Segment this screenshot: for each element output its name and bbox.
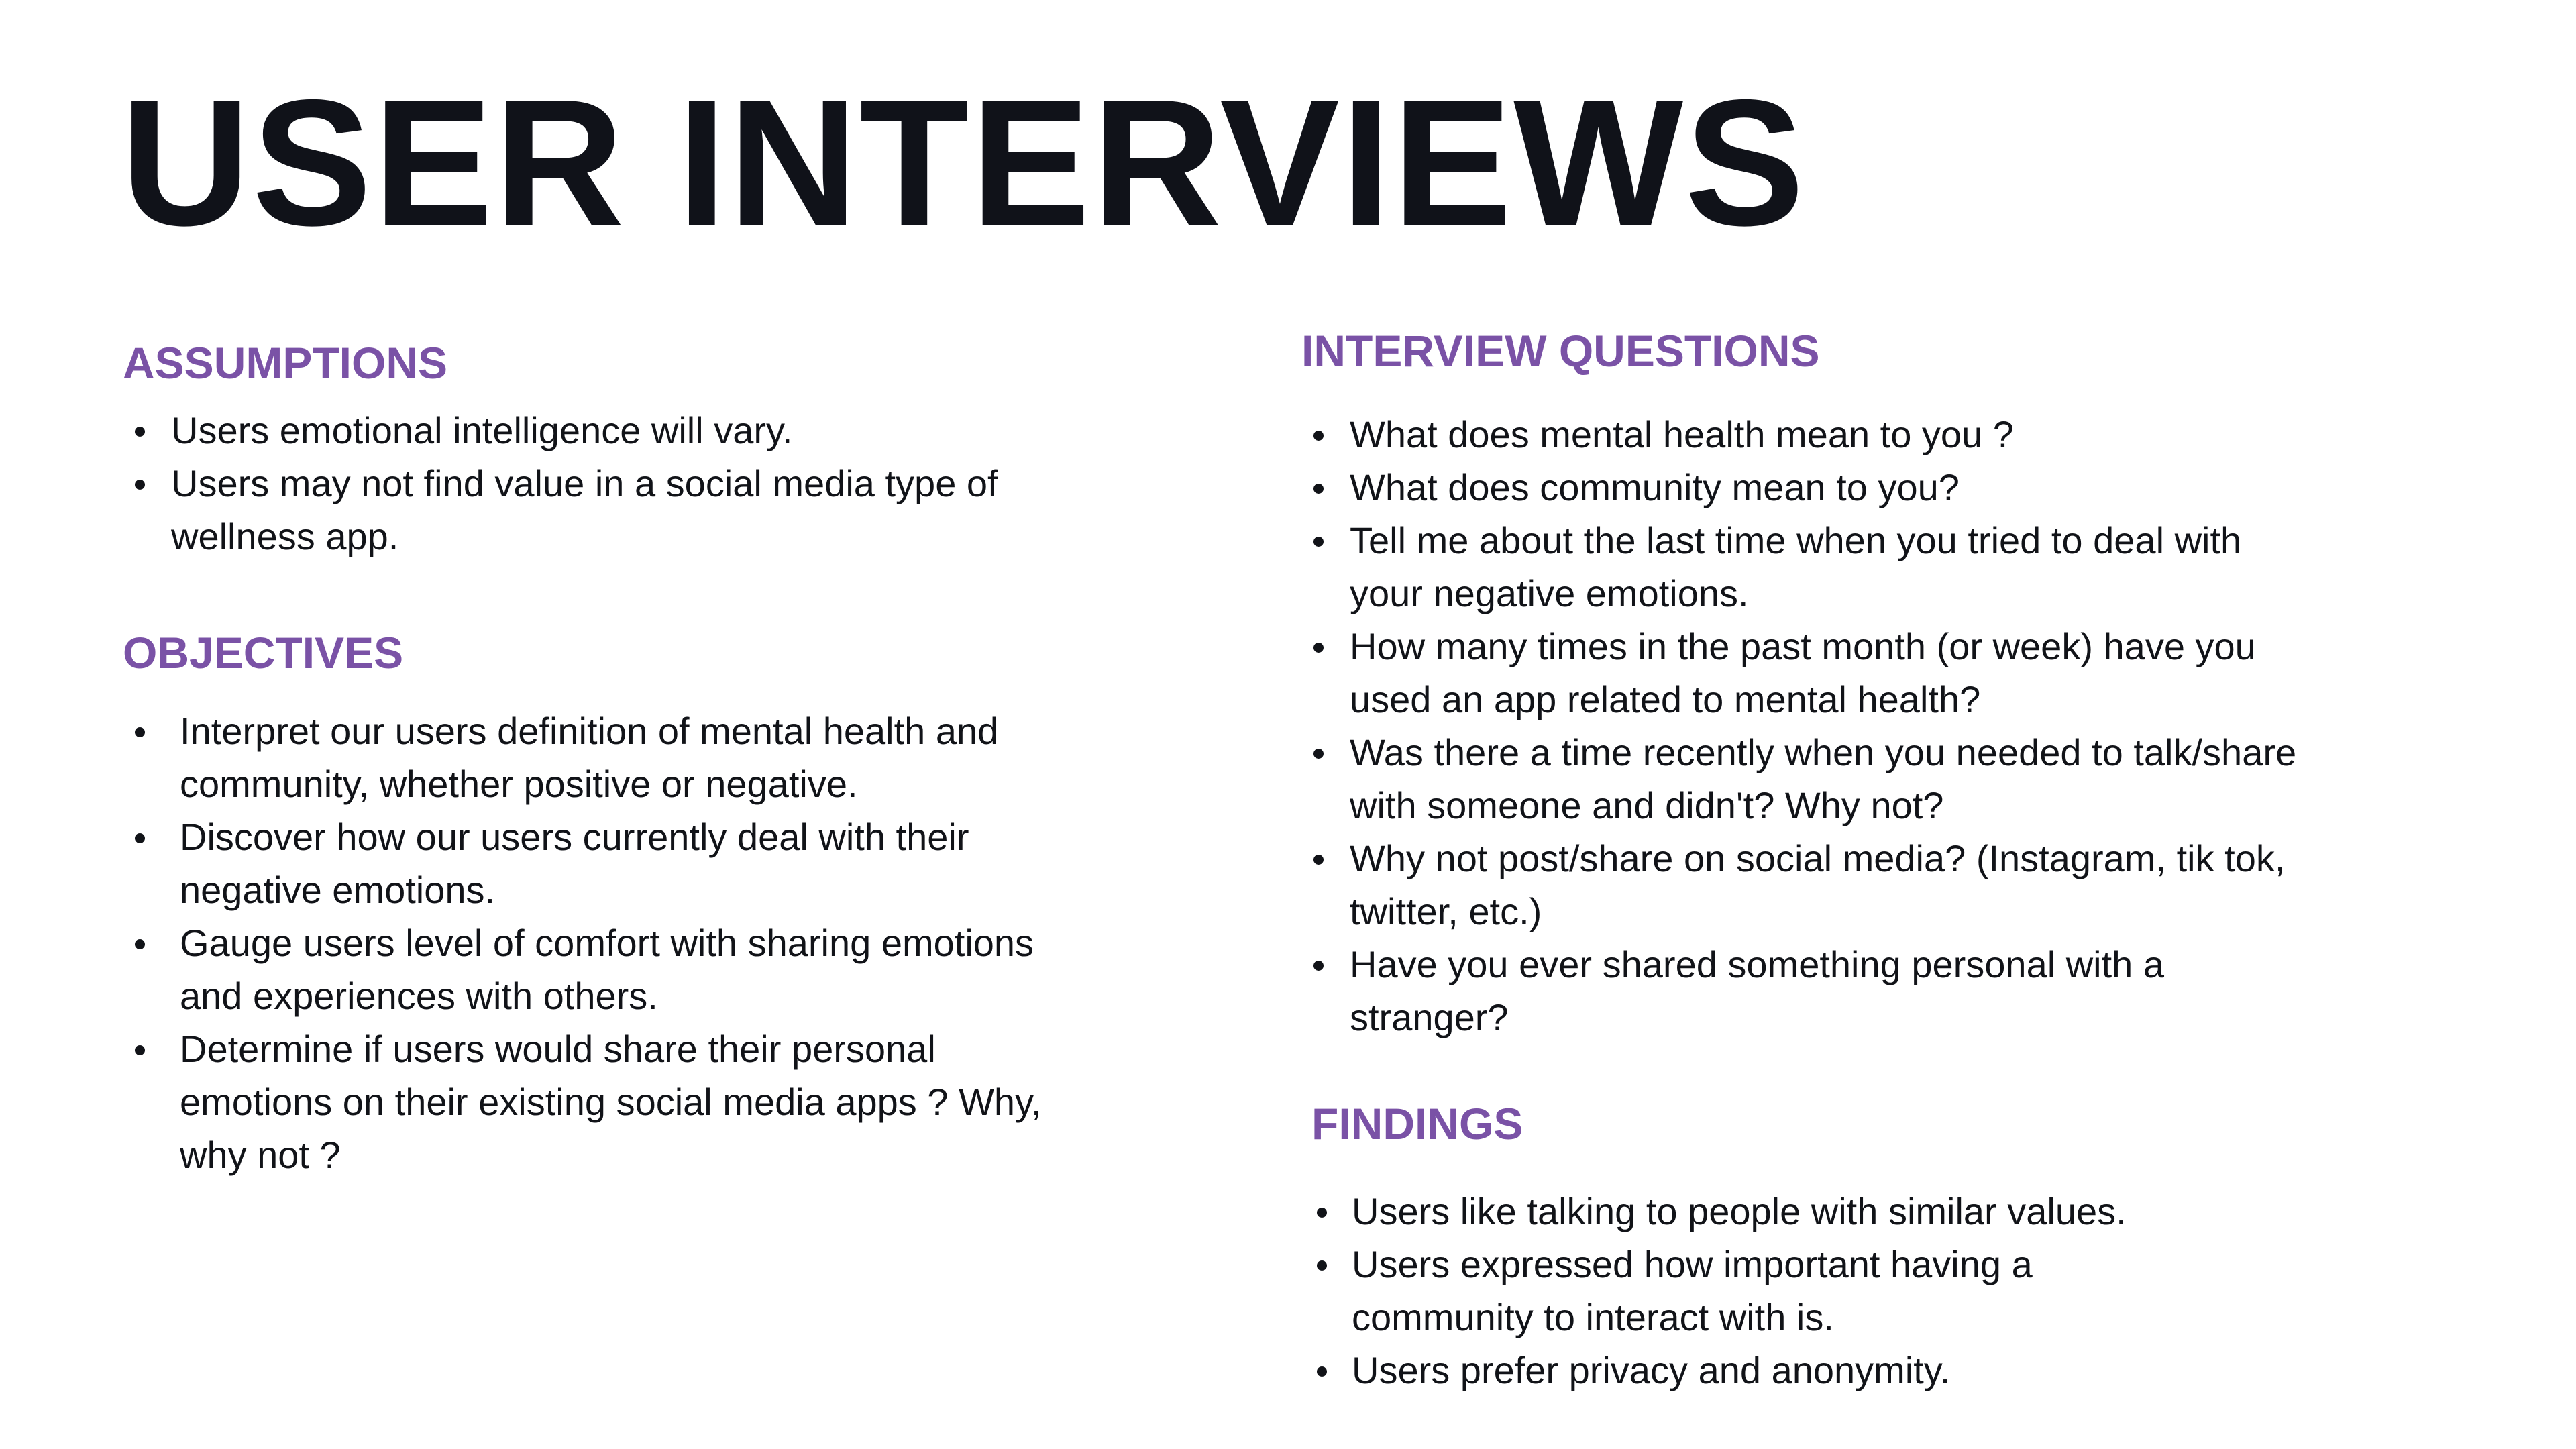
interview-questions-list [1301,408,2375,1044]
assumptions-section [123,338,1129,563]
question-item: How many times in the past month (or week) have you used an app related to mental health? [1301,620,2302,726]
question-item: Was there a time recently when you needed to talk/share with someone and didn't? Why not? [1301,726,2302,832]
objective-item: Determine if users would share their personal emotions on their existing social media apps ? Why, why not ? [123,1022,1079,1181]
finding-item: Users expressed how important having a community to interact with is. [1311,1238,2224,1344]
question-item: What does mental health mean to you ? [1301,408,2302,461]
assumptions-list [123,404,1129,563]
objectives-section [123,628,1129,1181]
objectives-list [123,704,1129,1181]
assumption-item: Users may not find value in a social media type of wellness app. [123,457,1077,563]
question-item: What does community mean to you? [1301,461,2302,514]
question-item: Tell me about the last time when you tried to deal with your negative emotions. [1301,514,2302,620]
assumptions-heading: ASSUMPTIONS [123,338,448,388]
findings-list [1311,1185,2385,1397]
question-item: Have you ever shared something personal with a stranger? [1301,938,2302,1044]
objective-item: Interpret our users definition of mental health and community, whether positive or negative. [123,704,1079,810]
interview-questions-heading: INTERVIEW QUESTIONS [1301,326,1820,376]
objective-item: Gauge users level of comfort with sharing emotions and experiences with others. [123,916,1079,1022]
objective-item: Discover how our users currently deal with their negative emotions. [123,810,1079,916]
interview-questions-section [1301,326,2375,1044]
findings-heading: FINDINGS [1311,1099,1523,1148]
findings-section [1311,1099,2385,1397]
page-title: USER INTERVIEWS [121,62,1806,263]
finding-item: Users prefer privacy and anonymity. [1311,1344,2224,1397]
objectives-heading: OBJECTIVES [123,628,404,678]
assumption-item: Users emotional intelligence will vary. [123,404,1077,457]
finding-item: Users like talking to people with similar values. [1311,1185,2224,1238]
question-item: Why not post/share on social media? (Instagram, tik tok, twitter, etc.) [1301,832,2302,938]
